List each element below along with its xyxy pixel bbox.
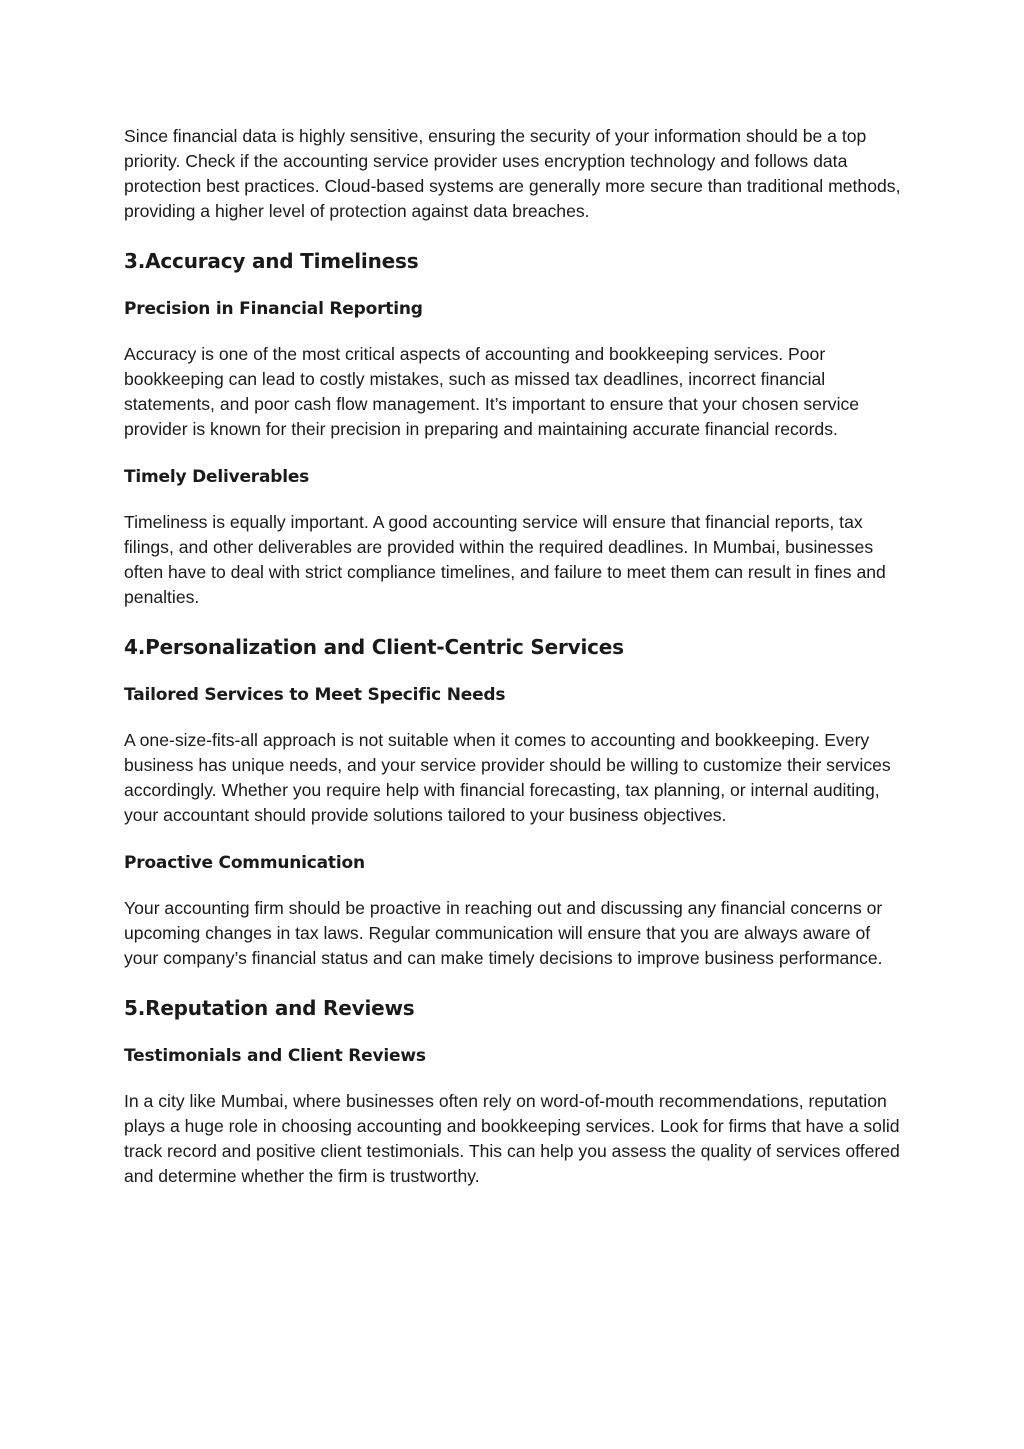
subheading-testimonials-reviews: Testimonials and Client Reviews — [124, 1046, 426, 1066]
paragraph-proactive-communication: Your accounting firm should be proactive in reaching out and discussing any financial concerns or upcoming changes in tax laws. Regular communication will ensure that you are always aware of your company’s financial status and can make timely decisions to improve business performance. — [124, 898, 883, 968]
document-page — [124, 124, 904, 1212]
paragraph-precision-financial-reporting: Accuracy is one of the most critical aspects of accounting and bookkeeping services. Poor bookkeeping can lead to costly mistakes, such as missed tax deadlines, incorrect financial statements, and poor cash flow management. It’s important to ensure that your chosen service provider is known for their precision in preparing and maintaining accurate financial records. — [124, 344, 860, 439]
paragraph-testimonials-reviews: In a city like Mumbai, where businesses often rely on word-of-mouth recommendations, reputation plays a huge role in choosing accounting and bookkeeping services. Look for firms that have a solid track record and positive client testimonials. This can help you assess the quality of services offered and determine whether the firm is trustworthy. — [124, 1091, 900, 1186]
subheading-timely-deliverables: Timely Deliverables — [124, 467, 310, 487]
section-heading-accuracy-timeliness: 3.Accuracy and Timeliness — [124, 249, 419, 273]
paragraph-tailored-services: A one-size-fits-all approach is not suitable when it comes to accounting and bookkeeping. Every business has unique needs, and your service provider should be willing to customize their services accordingly. Whether you require help with financial forecasting, tax planning, or internal auditing, your accountant should provide solutions tailored to your business objectives. — [124, 730, 891, 825]
section-heading-reputation-reviews: 5.Reputation and Reviews — [124, 996, 415, 1020]
subheading-precision-financial-reporting: Precision in Financial Reporting — [124, 299, 423, 319]
section-heading-personalization: 4.Personalization and Client-Centric Services — [124, 635, 624, 659]
subheading-tailored-services: Tailored Services to Meet Specific Needs — [124, 685, 506, 705]
paragraph-timely-deliverables: Timeliness is equally important. A good accounting service will ensure that financial reports, tax filings, and other deliverables are provided within the required deadlines. In Mumbai, businesses often have to deal with strict compliance timelines, and failure to meet them can result in fines and penalties. — [124, 512, 886, 607]
intro-paragraph: Since financial data is highly sensitive, ensuring the security of your information should be a top priority. Check if the accounting service provider uses encryption technology and follows data protection best practices. Cloud-based systems are generally more secure than traditional methods, providing a higher level of protection against data breaches. — [124, 126, 901, 221]
subheading-proactive-communication: Proactive Communication — [124, 853, 365, 873]
